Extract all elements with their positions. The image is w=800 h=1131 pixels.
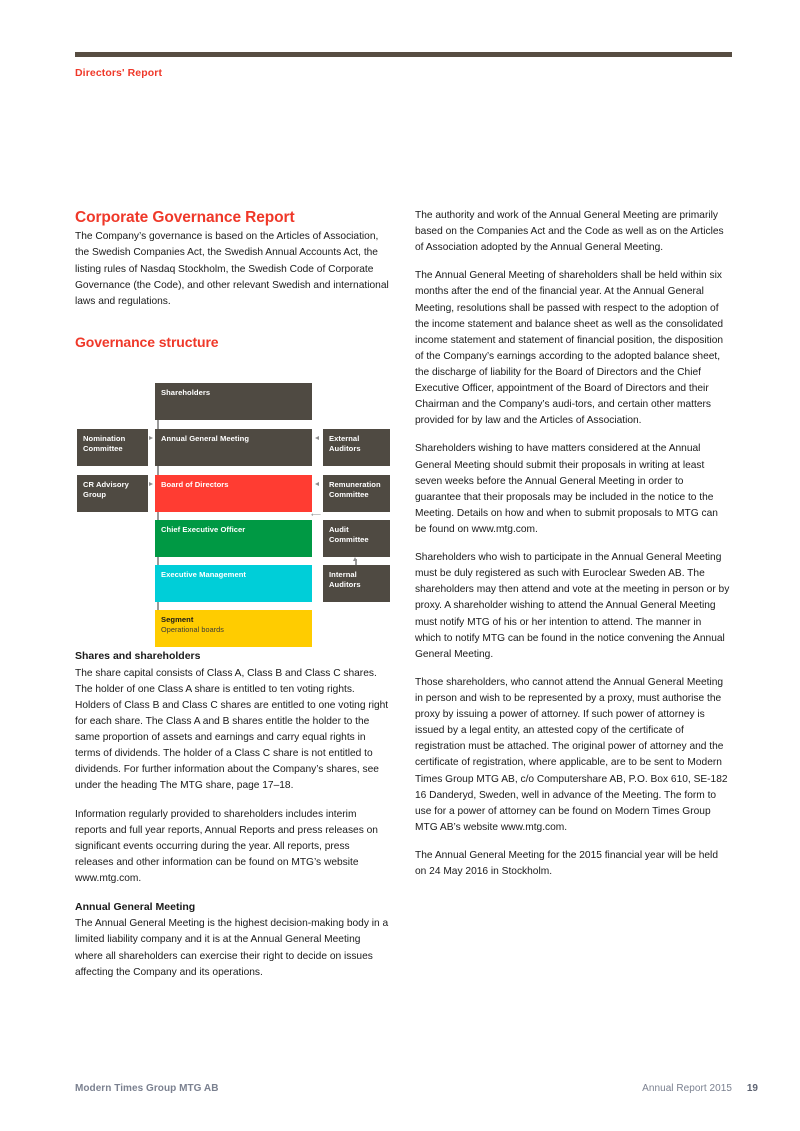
diagram-box-sublabel: Operational boards	[161, 625, 224, 635]
governance-structure-diagram	[75, 361, 390, 635]
right-paragraph-6: The Annual General Meeting for the 2015 financial year will be held on 24 May 2016 in Stockholm.	[415, 849, 718, 878]
diagram-box-executive-management	[155, 565, 312, 602]
diagram-box-label: Shareholders	[161, 388, 211, 398]
diagram-box-shareholders	[155, 383, 312, 420]
arrow-left-icon	[315, 482, 319, 486]
footer-company-name: Modern Times Group MTG AB	[75, 1083, 219, 1094]
right-paragraph-5: Those shareholders, who cannot attend the Annual General Meeting in person and wish to be represented by a proxy, must authorise the proxy by issuing a power of attorney. If such power of attorney is issued by a legal entity, an attested copy of the certificate of registration must be attached. The original power of attorney and the certificate of registration, where applicable, are to be sent to Modern Times Group MTG AB, c/o Computershare AB, P.O. Box 610, SE-182 16 Danderyd, Sweden, well in advance of the Meeting. The form to use for a power of attorney can be found on Modern Times Group MTG AB’s website www.mtg.com.	[415, 676, 728, 833]
diagram-box-label: Executive Management	[161, 570, 246, 580]
diagram-box-chief-executive-officer	[155, 520, 312, 557]
left-column	[75, 208, 390, 993]
diagram-box-label: Internal Auditors	[329, 570, 361, 590]
diagram-box-label: External Auditors	[329, 434, 361, 454]
right-paragraph-4: Shareholders who wish to participate in the Annual General Meeting must be duly registered as such with Euroclear Sweden AB. The shareholders may then attend and vote at the meeting in person or by proxy. A shareholder wishing to attend the Annual General Meeting must notify MTG of his or her intention to attend. The manner in which to notify MTG can be found in the notice convening the Annual General Meeting.	[415, 552, 730, 660]
diagram-box-label: Chief Executive Officer	[161, 525, 246, 535]
diagram-box-nomination-committee	[77, 429, 148, 466]
intro-paragraph: The Company’s governance is based on the Articles of Association, the Swedish Companies Act, the Swedish Annual Accounts Act, the listing rules of Nasdaq Stockholm, the Swedish Code of Corporate Governance (the Code), and other relevant Swedish and international laws and regulations.	[75, 231, 389, 307]
diagram-box-label: Remuneration Committee	[329, 480, 381, 500]
diagram-box-label: Annual General Meeting	[161, 434, 250, 444]
arrow-up-icon	[353, 557, 357, 561]
arrow-right-icon	[149, 436, 153, 440]
page-title: Corporate Governance Report	[75, 209, 295, 226]
right-paragraph-1: The authority and work of the Annual General Meeting are primarily based on the Companies Act and the Code as well as on the Articles of Association adopted by the Annual General Meeting.	[415, 210, 724, 254]
right-column	[415, 208, 730, 892]
right-paragraph-2: The Annual General Meeting of shareholders shall be held within six months after the end of the financial year. At the Annual General Meeting, resolutions shall be passed with respect to the adoption of the income statement and balance sheet as well as the consolidated income statement and statement of financial position, the disposition of the Company’s earnings according to the adopted balance sheet, the discharge of liability for the Board of Directors and the Chief Executive Officer, appointment of the Board of Directors and their Chairman and the Company’s audi-tors, and certain other matters provided for by law and the Articles of Association.	[415, 270, 724, 427]
diagram-box-external-auditors	[323, 429, 390, 466]
shares-paragraph-2: Information regularly provided to shareholders includes interim reports and full year reports, Annual Reports and press releases on significant events occurring during the year. All reports, press releases and other information can be found on MTG’s website www.mtg.com.	[75, 808, 378, 884]
annual-general-meeting-heading: Annual General Meeting	[75, 901, 196, 914]
diagram-box-label: Audit Committee	[329, 525, 369, 545]
diagram-box-segment	[155, 610, 312, 647]
diagram-box-internal-auditors	[323, 565, 390, 602]
diagram-box-label: CR Advisory Group	[83, 480, 129, 500]
diagram-box-label: Nomination Committee	[83, 434, 126, 454]
diagram-box-remuneration-committee	[323, 475, 390, 512]
diagram-box-label: Board of Directors	[161, 480, 229, 490]
diagram-box-cr-advisory-group	[77, 475, 148, 512]
shares-and-shareholders-heading: Shares and shareholders	[75, 650, 201, 663]
shares-paragraph-1: The share capital consists of Class A, Class B and Class C shares. The holder of one Class A share is entitled to ten voting rights. Holders of Class B and Class C shares are entitled to one voting right for each share. The Class A and B shares entitle the holder to the same proportion of assets and earnings and carry equal rights in terms of dividends. The holder of a Class C share is not entitled to dividends. For further information about the Company’s shares, see under the heading The MTG share, page 17–18.	[75, 667, 389, 792]
header-rule	[75, 52, 732, 57]
running-header-label: Directors' Report	[75, 67, 163, 79]
right-paragraph-3: Shareholders wishing to have matters considered at the Annual General Meeting should submit their proposals in writing at least seven weeks before the Annual General Meeting in order to guarantee that their proposals may be included in the notice to the Meeting. Details on how and when to submit proposals to MTG can be found on www.mtg.com.	[415, 443, 718, 535]
agm-paragraph-1: The Annual General Meeting is the highest decision-making body in a limited liability company and it is at the Annual General Meeting where all shareholders can exercise their right to decide on issues affecting the Company and its operations.	[75, 918, 389, 978]
footer-page-number: 19	[746, 1083, 758, 1094]
diagram-box-annual-general-meeting	[155, 429, 312, 466]
diagram-box-audit-committee	[323, 520, 390, 557]
footer-report-name: Annual Report 2015	[642, 1083, 732, 1094]
governance-structure-heading: Governance structure	[75, 333, 219, 350]
arrow-right-icon	[149, 482, 153, 486]
arrow-diagonal-icon: ⟵	[311, 512, 322, 520]
diagram-box-board-of-directors	[155, 475, 312, 512]
diagram-box-label: Segment	[161, 615, 194, 625]
arrow-left-icon	[315, 436, 319, 440]
